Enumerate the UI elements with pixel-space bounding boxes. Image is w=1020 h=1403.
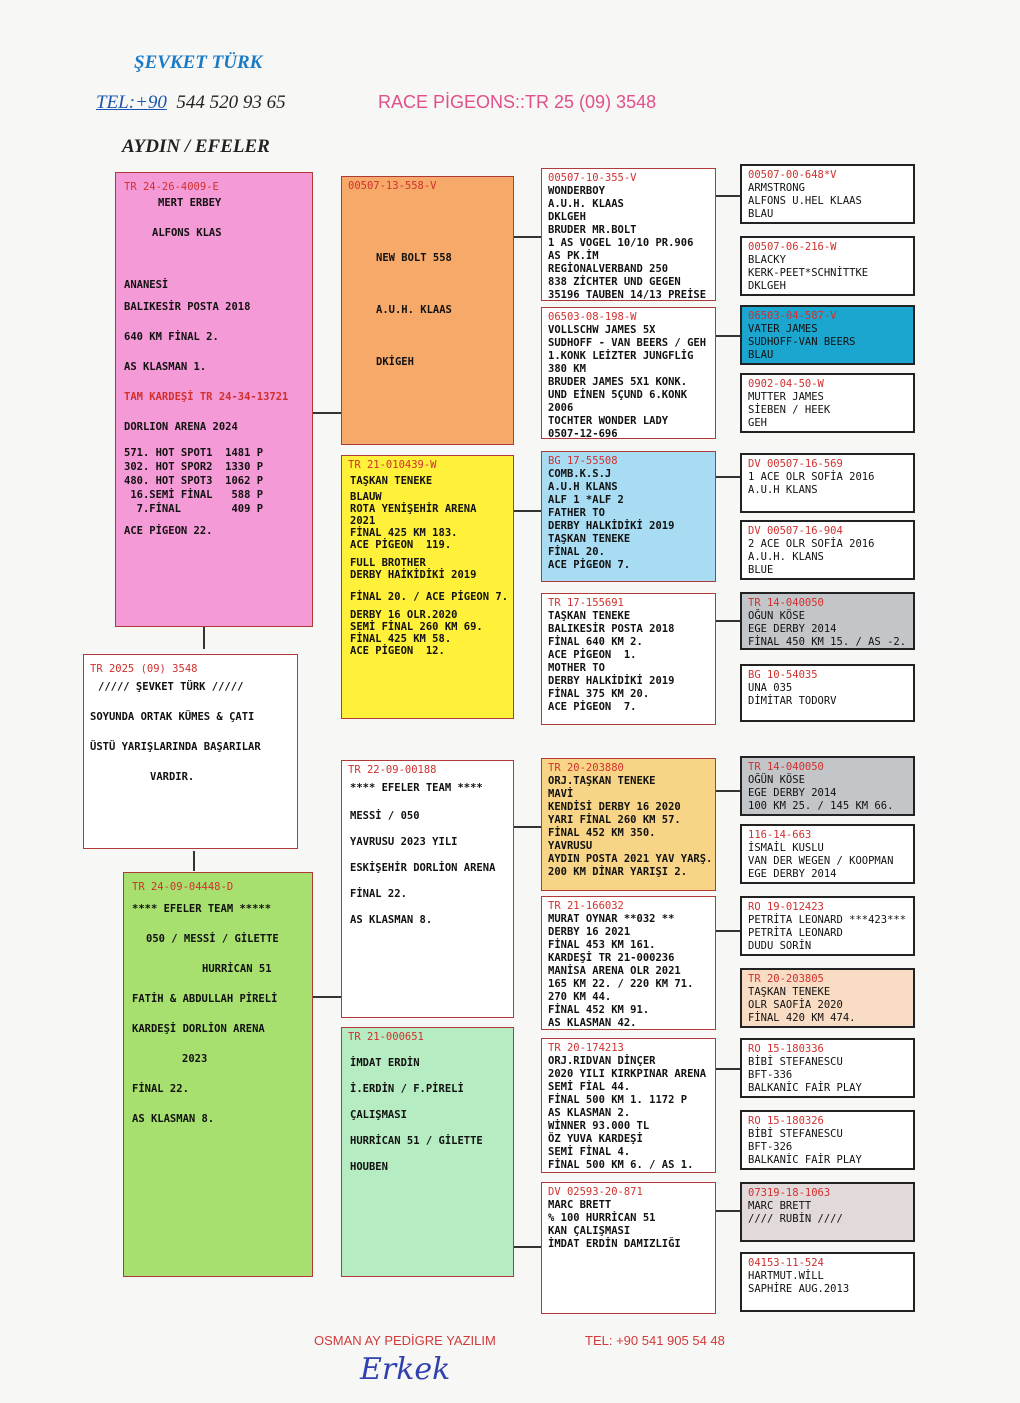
pedigree-line: SAPHİRE AUG.2013 (748, 1283, 850, 1295)
connector-line (715, 790, 741, 792)
pigeon-ring-id: RO 19-012423 (748, 901, 824, 913)
pigeon-ring-id: DV 00507-16-569 (748, 458, 843, 470)
pedigree-line: 640 KM FİNAL 2. (124, 331, 219, 343)
connector-line (715, 476, 741, 478)
pedigree-line: A.U.H. KLANS (748, 551, 824, 563)
pedigree-line: FİNAL 375 KM 20. (548, 688, 650, 700)
pedigree-line: 16.SEMİ FİNAL 588 P (124, 489, 264, 501)
pedigree-line: **** EFELER TEAM **** (350, 782, 483, 794)
subject-box (83, 654, 298, 849)
pedigree-line: TAŞKAN TENEKE (548, 610, 631, 622)
pigeon-ring-id: 00507-13-558-V (348, 180, 437, 192)
pedigree-line: OĞUN KÖSE (748, 610, 805, 622)
connector-line (514, 1246, 542, 1248)
connector-line (715, 930, 741, 932)
connector-line (715, 1210, 741, 1212)
pedigree-line: FİNAL 500 KM 6. / AS 1. (548, 1159, 694, 1171)
pedigree-line: PETRİTA LEONARD (748, 927, 843, 939)
tel-label: TEL:+90 (96, 92, 167, 113)
pedigree-line: BLAU (748, 208, 774, 220)
pedigree-line: İMDAT ERDİN DAMIZLIĞI (548, 1238, 681, 1250)
sire-box (115, 172, 313, 627)
pedigree-line: ACE PİGEON 119. (350, 539, 452, 551)
pedigree-line: MAVİ (548, 788, 574, 800)
pedigree-line: ANANESİ (124, 279, 169, 291)
pedigree-line: İ.ERDİN / F.PİRELİ (350, 1083, 464, 1095)
pedigree-line: HURRİCAN 51 (202, 963, 272, 975)
pedigree-line: KENDİSİ DERBY 16 2020 (548, 801, 681, 813)
pedigree-line: MURAT OYNAR **032 ** (548, 913, 675, 925)
pedigree-line: SUDHOFF-VAN BEERS (748, 336, 856, 348)
pedigree-line: 2020 YILI KIRKPINAR ARENA (548, 1068, 707, 1080)
connector-line (514, 510, 542, 512)
pedigree-line: FİNAL 22. (132, 1083, 189, 1095)
great-great-grandparent-box (740, 896, 915, 956)
pigeon-ring-id: TR 2025 (09) 3548 (90, 663, 198, 675)
pedigree-line: SOYUNDA ORTAK KÜMES & ÇATI (90, 711, 255, 723)
pedigree-line: AS PK.İM (548, 250, 599, 262)
great-great-grandparent-box (740, 968, 915, 1028)
pedigree-line: SEMİ FİNAL 260 KM 69. (350, 621, 483, 633)
pigeon-ring-id: TR 14-040050 (748, 597, 824, 609)
connector-line (514, 826, 542, 828)
great-great-grandparent-box (740, 592, 915, 650)
pigeon-ring-id: 00507-06-216-W (748, 241, 837, 253)
grandparent-box (341, 1027, 514, 1277)
pedigree-line: 0507-12-696 (548, 428, 618, 439)
pedigree-line: AS KLASMAN 42. (548, 1017, 637, 1029)
pedigree-line: A.U.H KLANS (748, 484, 818, 496)
pedigree-line: FİNAL 452 KM 350. (548, 827, 656, 839)
pedigree-line: 2021 (350, 515, 376, 527)
pedigree-line: ALF 1 *ALF 2 (548, 494, 624, 506)
pedigree-line: 7.FİNAL 409 P (124, 503, 264, 515)
pedigree-line: REGİONALVERBAND 250 (548, 263, 669, 275)
pigeon-ring-id: 0902-04-50-W (748, 378, 824, 390)
pedigree-line: TAŞKAN TENEKE (350, 475, 433, 487)
pedigree-line: FİNAL 500 KM 1. 1172 P (548, 1094, 688, 1106)
pigeon-ring-id: DV 02593-20-871 (548, 1186, 643, 1198)
great-great-grandparent-box (740, 664, 915, 722)
great-grandparent-box (541, 307, 716, 439)
pedigree-line: 2 ACE OLR SOFİA 2016 (748, 538, 875, 550)
pedigree-line: ORJ.TAŞKAN TENEKE (548, 775, 656, 787)
connector-line (203, 627, 205, 649)
pedigree-line: AS KLASMAN 2. (548, 1107, 631, 1119)
tel-number: 544 520 93 65 (176, 92, 286, 113)
pedigree-line: HURRİCAN 51 / GİLETTE (350, 1135, 483, 1147)
grandparent-box (341, 176, 514, 445)
pigeon-ring-id: DV 00507-16-904 (748, 525, 843, 537)
pedigree-line: FİNAL 452 KM 91. (548, 1004, 650, 1016)
pedigree-line: DERBY HAİKİDİKİ 2019 (350, 569, 477, 581)
pedigree-line: ACE PİGEON 12. (350, 645, 445, 657)
connector-line (312, 412, 342, 414)
pedigree-line: VOLLSCHW JAMES 5X (548, 324, 656, 336)
pedigree-line: MANİSA ARENA OLR 2021 (548, 965, 681, 977)
pedigree-line: GEH (748, 417, 767, 429)
pedigree-line: FİNAL 450 KM 15. / AS -2. (748, 636, 907, 648)
pedigree-line: BALKANİC FAİR PLAY (748, 1082, 862, 1094)
pedigree-line: FİNAL 20. (548, 546, 605, 558)
pedigree-line: FİNAL 20. / ACE PİGEON 7. (350, 591, 509, 603)
pedigree-line: HOUBEN (350, 1161, 388, 1173)
pedigree-line: BLUE (748, 564, 774, 576)
pedigree-line: ÇALIŞMASI (350, 1109, 407, 1121)
pedigree-line: **** EFELER TEAM ***** (132, 903, 272, 915)
pedigree-line: OLR SAOFİA 2020 (748, 999, 843, 1011)
connector-line (514, 236, 542, 238)
pedigree-line: ACE PİGEON 1. (548, 649, 637, 661)
pedigree-line: 2023 (182, 1053, 208, 1065)
pedigree-line: ///// ŞEVKET TÜRK ///// (98, 681, 244, 693)
pedigree-line: 200 KM DİNAR YARIŞI 2. (548, 866, 688, 878)
great-great-grandparent-box (740, 164, 915, 224)
great-grandparent-box (541, 451, 716, 582)
pedigree-line: FATİH & ABDULLAH PİRELİ (132, 993, 278, 1005)
pedigree-line: 2006 (548, 402, 574, 414)
pedigree-line: FİNAL 425 KM 58. (350, 633, 452, 645)
pedigree-line: SUDHOFF - VAN BEERS / GEH (548, 337, 707, 349)
pedigree-line: TAM KARDEŞİ TR 24-34-13721 (124, 391, 289, 403)
grandparent-box (341, 455, 514, 719)
race-pigeon-id: RACE PİGEONS::TR 25 (09) 3548 (378, 92, 657, 112)
pedigree-line: DKLGEH (748, 280, 786, 292)
pedigree-line: ORJ.RIDVAN DİNÇER (548, 1055, 656, 1067)
pedigree-line: A.U.H KLANS (548, 481, 618, 493)
connector-line (715, 620, 741, 622)
pedigree-line: VAN DER WEGEN / KOOPMAN (748, 855, 894, 867)
pedigree-line: AS KLASMAN 8. (350, 914, 433, 926)
great-great-grandparent-box (740, 1252, 915, 1312)
pedigree-line: 100 KM 25. / 145 KM 66. (748, 800, 894, 812)
pedigree-line: % 100 HURRİCAN 51 (548, 1212, 656, 1224)
pigeon-ring-id: TR 21-166032 (548, 900, 624, 912)
pigeon-ring-id: 07319-18-1063 (748, 1187, 831, 1199)
pedigree-line: DERBY 16 2021 (548, 926, 631, 938)
pedigree-line: BALIKESİR POSTA 2018 (124, 301, 251, 313)
pedigree-line: FİNAL 22. (350, 888, 407, 900)
pedigree-line: BFT-336 (748, 1069, 793, 1081)
pedigree-line: ROTA YENİŞEHİR ARENA (350, 503, 477, 515)
great-grandparent-box (541, 593, 716, 725)
pedigree-line: SİEBEN / HEEK (748, 404, 831, 416)
pedigree-line: EGE DERBY 2014 (748, 868, 837, 880)
pedigree-line: MESSİ / 050 (350, 810, 420, 822)
pigeon-ring-id: BG 10-54035 (748, 669, 818, 681)
pedigree-line: BLAUW (350, 491, 382, 503)
pigeon-ring-id: TR 14-040050 (748, 761, 824, 773)
grandparent-box (341, 760, 514, 1018)
pedigree-line: HARTMUT.WİLL (748, 1270, 824, 1282)
pedigree-line: 35196 TAUBEN 14/13 PREİSE (548, 289, 707, 301)
pedigree-line: BRUDER JAMES 5X1 KONK. (548, 376, 688, 388)
pigeon-ring-id: TR 20-174213 (548, 1042, 624, 1054)
pedigree-line: YAVRUSU (548, 840, 593, 852)
pedigree-line: ACE PİGEON 7. (548, 701, 637, 713)
pedigree-line: 165 KM 22. / 220 KM 71. (548, 978, 694, 990)
pigeon-ring-id: TR 21-010439-W (348, 459, 437, 471)
pedigree-line: 838 ZİCHTER UND GEGEN (548, 276, 681, 288)
pedigree-line: WONDERBOY (548, 185, 605, 197)
pedigree-line: FULL BROTHER (350, 557, 426, 569)
pedigree-line: 1 ACE OLR SOFİA 2016 (748, 471, 875, 483)
pedigree-line: VARDIR. (150, 771, 195, 783)
connector-line (193, 851, 195, 871)
pigeon-ring-id: 06503-04-587-V (748, 310, 837, 322)
pedigree-line: MUTTER JAMES (748, 391, 824, 403)
pedigree-line: OĞÜN KÖSE (748, 774, 805, 786)
pedigree-line: ÜSTÜ YARIŞLARINDA BAŞARILAR (90, 741, 261, 753)
pedigree-line: BİBİ STEFANESCU (748, 1128, 843, 1140)
handwritten-sex-note: Erkek (360, 1352, 451, 1387)
pigeon-ring-id: RO 15-180336 (748, 1043, 824, 1055)
pedigree-line: AS KLASMAN 1. (124, 361, 207, 373)
great-great-grandparent-box (740, 824, 915, 884)
pedigree-line: BLAU (748, 349, 774, 361)
pedigree-line: YAVRUSU 2023 YILI (350, 836, 458, 848)
pedigree-line: UND EİNEN 5ÇUND 6.KONK (548, 389, 688, 401)
pedigree-line: ARMSTRONG (748, 182, 805, 194)
pedigree-line: 270 KM 44. (548, 991, 612, 1003)
connector-line (312, 996, 342, 998)
pedigree-line: BİBİ STEFANESCU (748, 1056, 843, 1068)
pedigree-line: ACE PİGEON 7. (548, 559, 631, 571)
pigeon-ring-id: 00507-00-648*V (748, 169, 837, 181)
pedigree-line: A.U.H. KLAAS (548, 198, 624, 210)
owner-name: ŞEVKET TÜRK (134, 52, 263, 73)
connector-line (715, 1068, 741, 1070)
pedigree-line: KAN ÇALIŞMASI (548, 1225, 631, 1237)
pedigree-line: 380 KM (548, 363, 586, 375)
connector-line (715, 195, 741, 197)
great-grandparent-box (541, 758, 716, 891)
great-grandparent-box (541, 896, 716, 1030)
pedigree-line: VATER JAMES (748, 323, 818, 335)
great-great-grandparent-box (740, 305, 915, 365)
pigeon-ring-id: TR 17-155691 (548, 597, 624, 609)
pedigree-line: 1 AS VOGEL 10/10 PR.906 (548, 237, 694, 249)
pedigree-line: DKLGEH (548, 211, 586, 223)
great-great-grandparent-box (740, 756, 915, 816)
pedigree-line: ALFONS KLAS (152, 227, 222, 239)
owner-phone (96, 92, 286, 114)
pedigree-line: SEMİ FİNAL 4. (548, 1146, 631, 1158)
great-great-grandparent-box (740, 373, 915, 433)
pedigree-line: EGE DERBY 2014 (748, 787, 837, 799)
pedigree-line: DORLION ARENA 2024 (124, 421, 238, 433)
pigeon-ring-id: BG 17-55508 (548, 455, 618, 467)
great-great-grandparent-box (740, 520, 915, 580)
pedigree-line: 050 / MESSİ / GİLETTE (146, 933, 279, 945)
great-grandparent-box (541, 168, 716, 301)
pigeon-ring-id: TR 22-09-00188 (348, 764, 437, 776)
software-credit: OSMAN AY PEDİGRE YAZILIM (314, 1333, 496, 1348)
pedigree-line: FİNAL 453 KM 161. (548, 939, 656, 951)
pedigree-line: AYDIN POSTA 2021 YAV YARŞ. (548, 853, 713, 865)
pedigree-line: AS KLASMAN 8. (132, 1113, 215, 1125)
pedigree-line: DİMİTAR TODORV (748, 695, 837, 707)
pigeon-ring-id: 00507-10-355-V (548, 172, 637, 184)
great-grandparent-box (541, 1182, 716, 1314)
pigeon-ring-id: TR 21-000651 (348, 1031, 424, 1043)
pedigree-line: ALFONS U.HEL KLAAS (748, 195, 862, 207)
pedigree-line: İSMAİL KUSLU (748, 842, 824, 854)
great-great-grandparent-box (740, 1110, 915, 1170)
great-great-grandparent-box (740, 453, 915, 513)
pedigree-line: MERT ERBEY (158, 197, 222, 209)
pedigree-line: COMB.K.S.J (548, 468, 612, 480)
pedigree-line: TOCHTER WONDER LADY (548, 415, 669, 427)
pedigree-line: KARDEŞİ DORLİON ARENA (132, 1023, 265, 1035)
pedigree-line: MARC BRETT (548, 1199, 612, 1211)
pigeon-ring-id: TR 24-26-4009-E (124, 181, 219, 193)
pedigree-line: ESKİŞEHİR DORLİON ARENA (350, 862, 496, 874)
pedigree-line: BLACKY (748, 254, 786, 266)
pedigree-line: TAŞKAN TENEKE (748, 986, 831, 998)
pedigree-line: FİNAL 640 KM 2. (548, 636, 643, 648)
pigeon-ring-id: 06503-08-198-W (548, 311, 637, 323)
pedigree-line: DKİGEH (376, 356, 414, 368)
pedigree-line: DERBY HALKİDİKİ 2019 (548, 675, 675, 687)
pedigree-line: MARC BRETT (748, 1200, 812, 1212)
dam-box (123, 872, 313, 1277)
software-phone: TEL: +90 541 905 54 48 (585, 1333, 725, 1348)
pedigree-line: ÖZ YUVA KARDEŞİ (548, 1133, 643, 1145)
great-great-grandparent-box (740, 236, 915, 296)
pigeon-ring-id: RO 15-180326 (748, 1115, 824, 1127)
pedigree-line: 571. HOT SPOT1 1481 P (124, 447, 264, 459)
pedigree-line: A.U.H. KLAAS (376, 304, 452, 316)
pedigree-line: DERBY HALKİDİKİ 2019 (548, 520, 675, 532)
pedigree-line: SEMİ FİAL 44. (548, 1081, 631, 1093)
pedigree-line: //// RUBİN //// (748, 1213, 843, 1225)
pedigree-line: DUDU SORİN (748, 940, 812, 952)
pedigree-line: NEW BOLT 558 (376, 252, 452, 264)
great-great-grandparent-box (740, 1182, 915, 1242)
pedigree-line: ACE PİGEON 22. (124, 525, 213, 537)
pedigree-line: UNA 035 (748, 682, 793, 694)
connector-line (715, 335, 741, 337)
pedigree-line: DERBY 16 OLR.2020 (350, 609, 458, 621)
pedigree-line: BALIKESİR POSTA 2018 (548, 623, 675, 635)
pedigree-line: FATHER TO (548, 507, 605, 519)
pedigree-line: 480. HOT SPOT3 1062 P (124, 475, 264, 487)
pigeon-ring-id: TR 20-203805 (748, 973, 824, 985)
pedigree-line: WİNNER 93.000 TL (548, 1120, 650, 1132)
pedigree-line: EGE DERBY 2014 (748, 623, 837, 635)
pigeon-ring-id: TR 20-203880 (548, 762, 624, 774)
pigeon-ring-id: 116-14-663 (748, 829, 812, 841)
pedigree-line: YARI FİNAL 260 KM 57. (548, 814, 681, 826)
pedigree-line: İMDAT ERDİN (350, 1057, 420, 1069)
pedigree-line: PETRİTA LEONARD ***423*** (748, 914, 907, 926)
pedigree-line: BRUDER MR.BOLT (548, 224, 637, 236)
pedigree-line: TAŞKAN TENEKE (548, 533, 631, 545)
pedigree-line: KARDEŞİ TR 21-000236 (548, 952, 675, 964)
great-grandparent-box (541, 1038, 716, 1173)
pigeon-ring-id: TR 24-09-04448-D (132, 881, 234, 893)
great-great-grandparent-box (740, 1038, 915, 1098)
pigeon-ring-id: 04153-11-524 (748, 1257, 824, 1269)
city-label: AYDIN / EFELER (122, 136, 270, 157)
pedigree-line: FİNAL 425 KM 183. (350, 527, 458, 539)
pedigree-line: FİNAL 420 KM 474. (748, 1012, 856, 1024)
pedigree-line: 1.KONK LEİZTER JUNGFLİG (548, 350, 694, 362)
pedigree-line: KERK-PEET*SCHNİTTKE (748, 267, 869, 279)
pedigree-line: MOTHER TO (548, 662, 605, 674)
pedigree-line: BALKANİC FAİR PLAY (748, 1154, 862, 1166)
pedigree-line: 302. HOT SPOR2 1330 P (124, 461, 264, 473)
pedigree-line: BFT-326 (748, 1141, 793, 1153)
